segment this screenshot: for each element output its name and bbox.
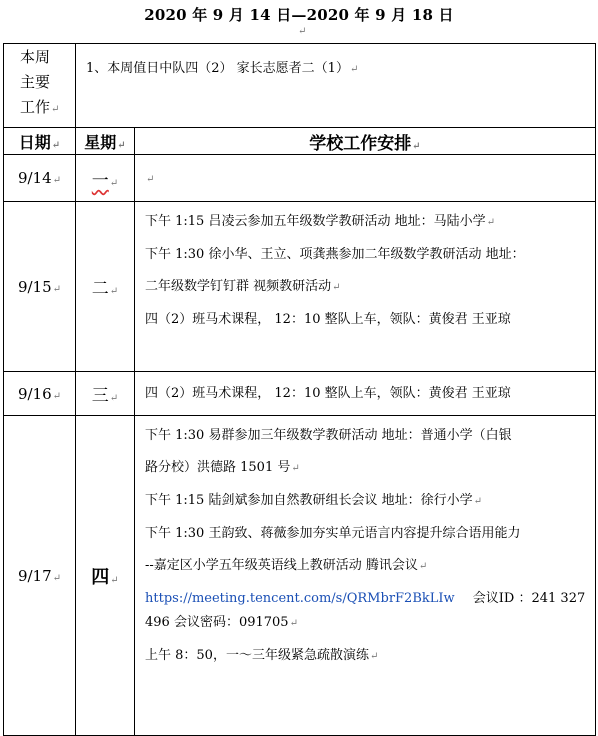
table-row [4,416,596,736]
schedule-item: --嘉定区小学五年级英语线上教研活动 腾讯会议↵ [145,558,428,573]
row-date: 9/14↵ [4,155,76,202]
table-row [4,372,596,416]
schedule-item: 下午 1:15 吕凌云参加五年级数学教研活动 地址：马陆小学↵ [145,214,495,229]
schedule-item: 下午 1:30 易群参加三年级数学教研活动 地址：普通小学（白银 [145,428,512,443]
row-weekday: 四↵ [76,416,135,736]
summary-label-line: 本周 [20,48,51,66]
row-schedule [135,416,596,736]
schedule-item: 四（2）班马术课程， 12：10 整队上车，领队：黄俊君 王亚琼 [145,385,511,401]
schedule-item: 下午 1:30 王韵致、蒋薇参加夯实单元语言内容提升综合语用能力 [145,526,521,541]
row-date: 9/15↵ [4,202,76,372]
date-range-title: 2020 年 9 月 14 日—2020 年 9 月 18 日 [144,6,454,24]
column-header-weekday: 星期↵ [76,128,135,155]
schedule-item: 下午 1:15 陆剑斌参加自然教研组长会议 地址：徐行小学↵ [145,493,482,508]
schedule-item: 下午 1:30 徐小华、王立、项龚燕参加二年级数学教研活动 地址： [145,247,525,262]
meeting-id: 会议ID ：241 327 [472,591,586,606]
row-schedule: ↵ [135,155,596,202]
summary-label-line: 工作↵ [20,98,60,116]
column-header-row [4,128,596,155]
row-date: 9/16↵ [4,372,76,416]
row-weekday: 三↵ [76,372,135,416]
table-row [4,155,596,202]
schedule-item: 路分校）洪德路 1501 号↵ [145,460,300,475]
summary-label [4,44,76,128]
row-date: 9/17↵ [4,416,76,736]
row-weekday: 二↵ [76,202,135,372]
summary-label-line: 主要 [20,73,51,91]
schedule-item [145,587,595,611]
weekly-schedule-table [3,43,596,736]
column-header-date: 日期↵ [4,128,76,155]
table-row [4,202,596,372]
schedule-item: 上午 8：50，一～三年级紧急疏散演练↵ [145,648,379,663]
column-header-schedule: 学校工作安排↵ [135,128,596,155]
row-schedule [135,372,596,416]
row-schedule [135,202,596,372]
paragraph-mark-icon: ↵ [349,64,359,75]
paragraph-mark-icon: ↵ [51,104,60,115]
paragraph-mark-icon: ↵ [298,26,307,37]
schedule-item: 496 会议密码：091705↵ [145,615,298,630]
schedule-item: 四（2）班马术课程， 12：10 整队上车，领队：黄俊君 王亚琼 [145,312,511,327]
summary-content: 1、本周值日中队四（2） 家长志愿者二（1）↵ [76,44,596,128]
meeting-link[interactable]: https://meeting.tencent.com/s/QRMbrF2BkLIw [145,591,455,606]
summary-row [4,44,596,128]
row-weekday: 一↵ [76,155,135,202]
schedule-item: 二年级数学钉钉群 视频教研活动↵ [145,279,341,294]
